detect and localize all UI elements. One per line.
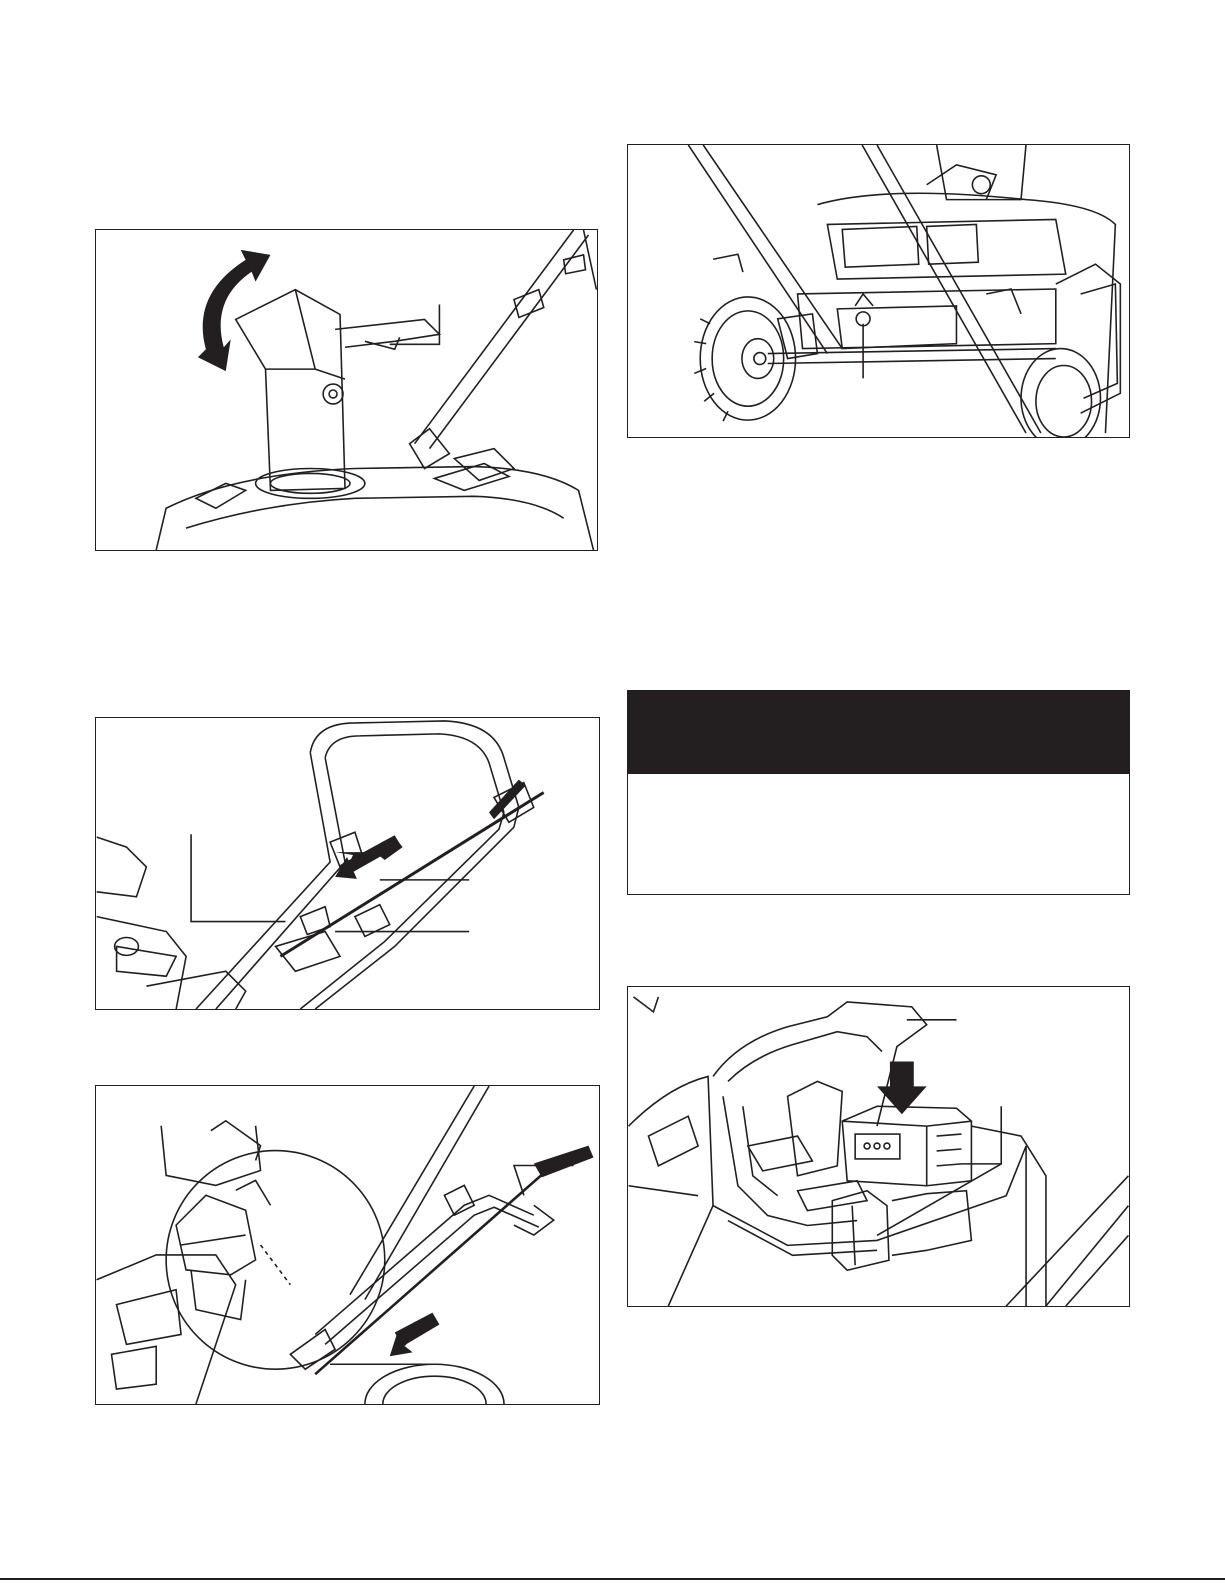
warning-header <box>627 690 1130 774</box>
warning-box <box>627 690 1130 895</box>
axle-illustration <box>628 145 1129 437</box>
page-footer-rule <box>0 1578 1225 1580</box>
handle-routing-illustration <box>96 718 599 1009</box>
chute-illustration <box>96 230 597 550</box>
figure-chute-rotation <box>95 229 598 551</box>
rotation-arrow <box>198 250 271 371</box>
figure-wheel-axle-pin <box>627 144 1130 438</box>
figure-handle-cable-connection <box>95 1085 600 1405</box>
battery-illustration <box>628 987 1129 1306</box>
cable-connection-illustration <box>96 1086 599 1404</box>
figure-battery-installation <box>627 986 1130 1307</box>
figure-handle-cable-routing <box>95 717 600 1010</box>
warning-body <box>627 774 1130 895</box>
